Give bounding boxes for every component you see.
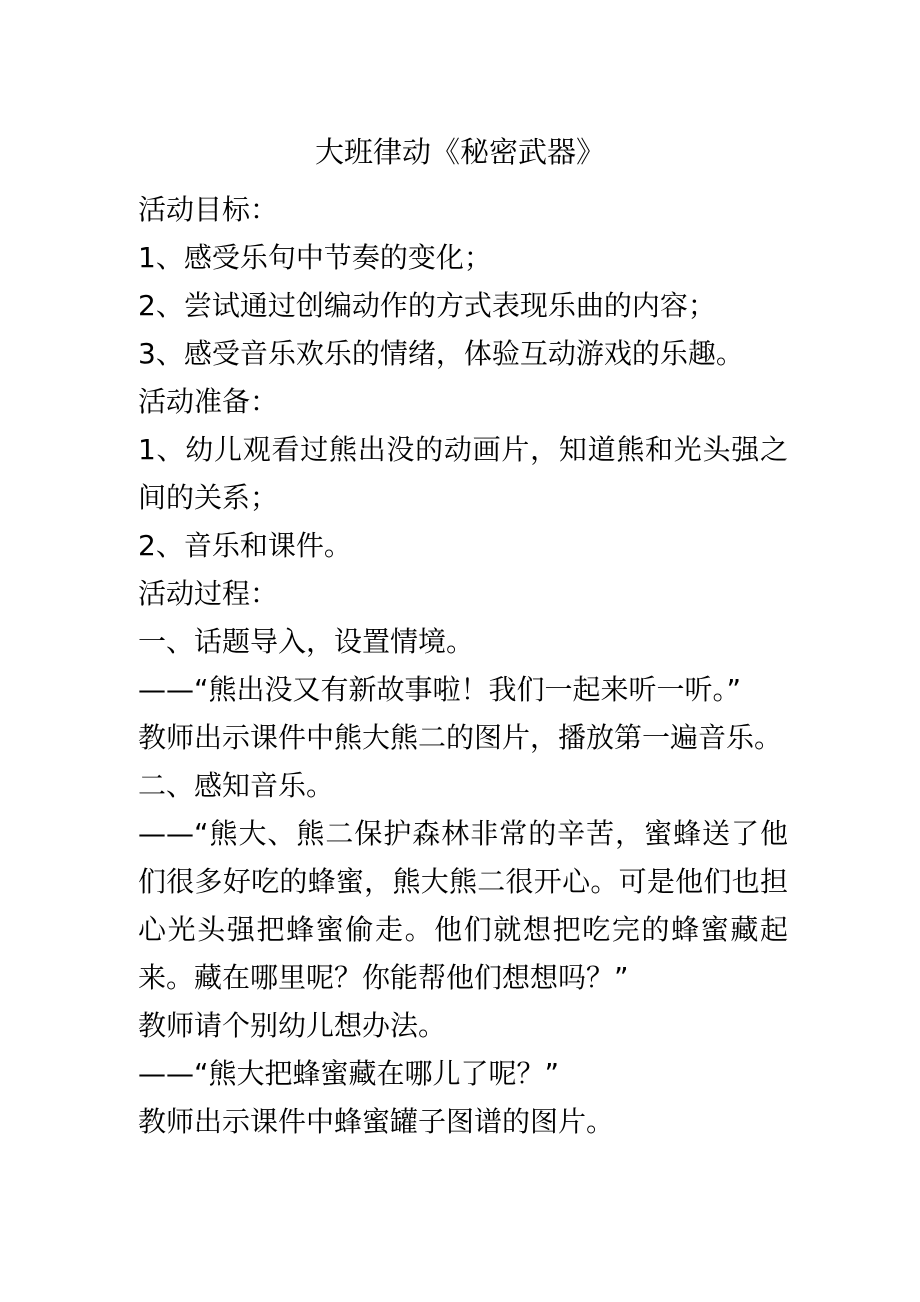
teacher-action-2: 教师请个别幼儿想办法。	[138, 1009, 447, 1042]
goal-item-3: 3、感受音乐欢乐的情绪，体验互动游戏的乐趣。	[138, 337, 744, 370]
process-step-2-heading: 二、感知音乐。	[138, 769, 335, 802]
quote-intro: ——“熊出没又有新故事啦！我们一起来听一听。”	[138, 673, 742, 706]
preparation-item-1: 1、幼儿观看过熊出没的动画片，知道熊和光头强之间的关系；	[138, 433, 788, 514]
section-heading-goals: 活动目标：	[138, 193, 279, 226]
document-body	[138, 186, 788, 1146]
teacher-action-3: 教师出示课件中蜂蜜罐子图谱的图片。	[138, 1105, 615, 1138]
quote-story: ——“熊大、熊二保护森林非常的辛苦，蜜蜂送了他们很多好吃的蜂蜜，熊大熊二很开心。可是他们也担心光头强把蜂蜜偷走。他们就想把吃完的蜂蜜藏起来。藏在哪里呢？你能帮他们想想吗？”	[138, 817, 788, 994]
process-step-1-heading: 一、话题导入，设置情境。	[138, 625, 475, 658]
teacher-action-1: 教师出示课件中熊大熊二的图片，播放第一遍音乐。	[138, 721, 783, 754]
goal-item-1: 1、感受乐句中节奏的变化；	[138, 241, 492, 274]
preparation-item-2: 2、音乐和课件。	[138, 529, 352, 562]
section-heading-preparation: 活动准备：	[138, 385, 279, 418]
quote-question: ——“熊大把蜂蜜藏在哪儿了呢？”	[138, 1057, 560, 1090]
goal-item-2: 2、尝试通过创编动作的方式表现乐曲的内容；	[138, 289, 716, 322]
document-title: 大班律动《秘密武器》	[314, 135, 605, 169]
section-heading-process: 活动过程：	[138, 577, 279, 610]
